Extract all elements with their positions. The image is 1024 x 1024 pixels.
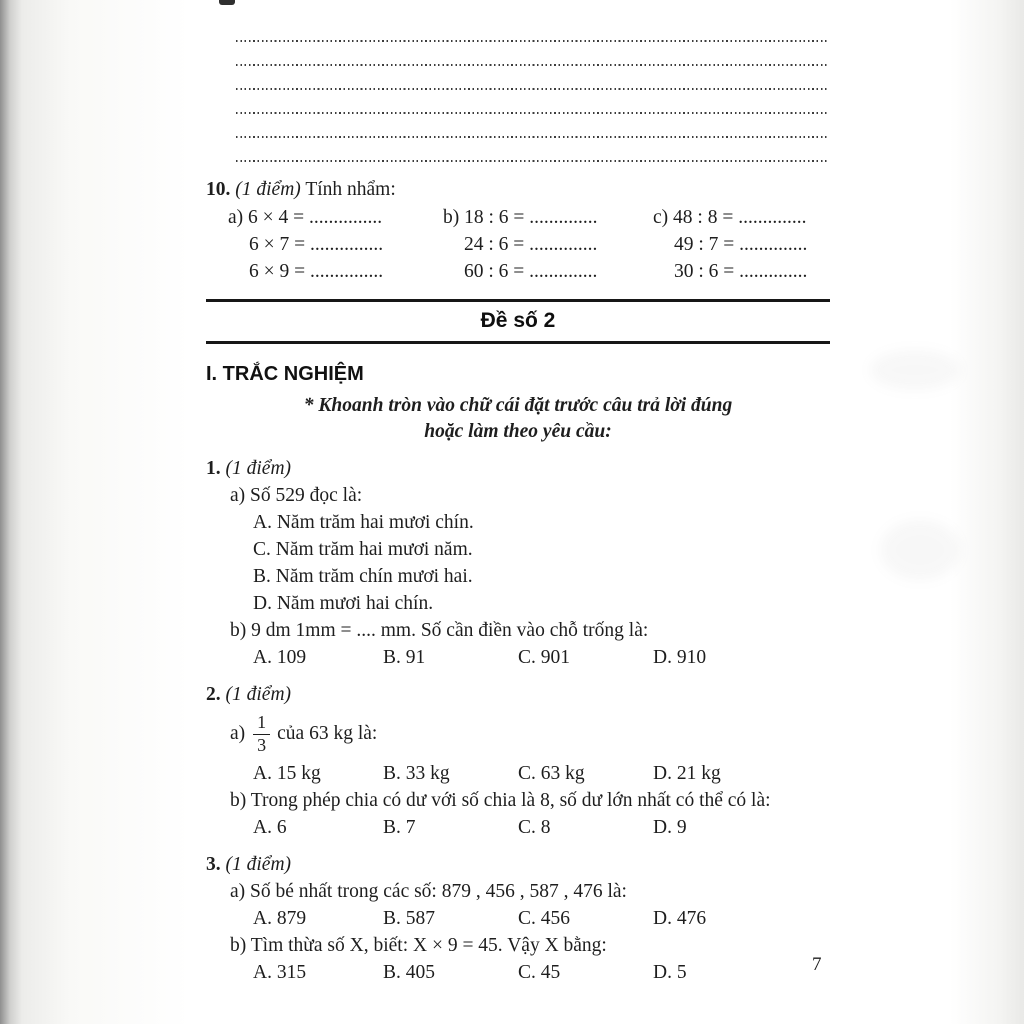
column-label: a) bbox=[228, 207, 244, 228]
question-points: (1 điểm) bbox=[235, 179, 301, 200]
option-a: A. 15 kg bbox=[253, 763, 321, 784]
question-2a-options bbox=[253, 760, 830, 787]
fraction-denominator: 3 bbox=[257, 734, 267, 755]
answer-dotted-line bbox=[236, 22, 830, 46]
math-exercise-line bbox=[653, 204, 830, 231]
exercise: 49 : 7 = .............. bbox=[674, 234, 808, 255]
question-number: 1. bbox=[206, 458, 221, 479]
option-c: C. Năm trăm hai mươi năm. bbox=[253, 539, 473, 560]
question-2-head bbox=[206, 681, 830, 708]
answer-lines-block bbox=[206, 22, 830, 166]
option-c: C. 456 bbox=[518, 908, 571, 929]
option-b: B. 33 kg bbox=[383, 763, 450, 784]
question-10-columns bbox=[206, 204, 830, 285]
q10-column-c bbox=[653, 204, 830, 285]
scan-bleed-smudge bbox=[880, 520, 960, 580]
math-exercise-line bbox=[443, 231, 653, 258]
answer-dotted-line bbox=[236, 118, 830, 142]
option-a: A. 315 bbox=[253, 962, 307, 983]
q10-column-a bbox=[228, 204, 443, 285]
scan-artifact-mark bbox=[219, 0, 235, 5]
option-c: C. 901 bbox=[518, 647, 571, 668]
question-number: 3. bbox=[206, 854, 221, 875]
option-b: B. 587 bbox=[383, 908, 436, 929]
question-number: 10. bbox=[206, 179, 231, 200]
column-label: c) bbox=[653, 207, 669, 228]
question-3b-options bbox=[253, 959, 830, 986]
math-exercise-line bbox=[653, 231, 830, 258]
question-1a-options bbox=[253, 509, 830, 617]
question-2b-text: b) Trong phép chia có dư với số chia là 8, số dư lớn nhất có thể có là: bbox=[230, 790, 771, 811]
question-title: Tính nhẩm: bbox=[305, 179, 396, 200]
question-points: (1 điểm) bbox=[225, 854, 292, 875]
math-exercise-line bbox=[228, 231, 443, 258]
question-1b-text: b) 9 dm 1mm = .... mm. Số cần điền vào chỗ trống là: bbox=[230, 620, 649, 641]
fraction-numerator: 1 bbox=[253, 713, 270, 735]
question-3-head bbox=[206, 851, 830, 878]
scan-bleed-smudge bbox=[870, 350, 960, 390]
answer-dotted-line bbox=[236, 142, 830, 166]
option-b: B. 91 bbox=[383, 647, 426, 668]
option-d: D. 9 bbox=[653, 817, 687, 838]
option-a: A. 879 bbox=[253, 908, 307, 929]
question-3a-options bbox=[253, 905, 830, 932]
option-c: C. 63 kg bbox=[518, 763, 585, 784]
exercise: 6 × 7 = ............... bbox=[249, 234, 384, 255]
question-number: 2. bbox=[206, 684, 221, 705]
exercise: 30 : 6 = .............. bbox=[674, 261, 808, 282]
section-heading: I. TRẮC NGHIỆM bbox=[206, 363, 364, 385]
answer-dotted-line bbox=[236, 46, 830, 70]
question-3a-text: a) Số bé nhất trong các số: 879 , 456 , 587 , 476 là: bbox=[230, 881, 627, 902]
exercise: 48 : 8 = .............. bbox=[673, 207, 807, 228]
math-exercise-line bbox=[443, 258, 653, 285]
fraction-one-third bbox=[253, 713, 270, 756]
question-2a-after-fraction: của 63 kg là: bbox=[277, 723, 378, 744]
math-exercise-line bbox=[443, 204, 653, 231]
option-a: A. 6 bbox=[253, 817, 287, 838]
question-points: (1 điểm) bbox=[225, 684, 292, 705]
page-number: 7 bbox=[812, 954, 822, 975]
option-b: B. 405 bbox=[383, 962, 436, 983]
q10-column-b bbox=[443, 204, 653, 285]
question-1-head bbox=[206, 455, 830, 482]
option-d: D. 21 kg bbox=[653, 763, 721, 784]
question-3b-text: b) Tìm thừa số X, biết: X × 9 = 45. Vậy X bằng: bbox=[230, 935, 607, 956]
option-b: B. Năm trăm chín mươi hai. bbox=[253, 566, 473, 587]
math-exercise-line bbox=[228, 258, 443, 285]
sub-label: a) bbox=[230, 723, 246, 744]
math-exercise-line bbox=[653, 258, 830, 285]
question-1b-options bbox=[253, 644, 830, 671]
exercise: 24 : 6 = .............. bbox=[464, 234, 598, 255]
option-d: D. Năm mươi hai chín. bbox=[253, 593, 434, 614]
answer-dotted-line bbox=[236, 94, 830, 118]
question-2b-options bbox=[253, 814, 830, 841]
option-a: A. Năm trăm hai mươi chín. bbox=[253, 512, 474, 533]
exercise: 6 × 4 = ............... bbox=[248, 207, 383, 228]
column-label: b) bbox=[443, 207, 460, 228]
question-10-head bbox=[206, 176, 830, 203]
workbook-page bbox=[206, 22, 830, 986]
question-1a-text: a) Số 529 đọc là: bbox=[230, 485, 363, 506]
option-d: D. 910 bbox=[653, 647, 707, 668]
option-c: C. 8 bbox=[518, 817, 551, 838]
option-a: A. 109 bbox=[253, 647, 307, 668]
exercise: 18 : 6 = .............. bbox=[464, 207, 598, 228]
math-exercise-line bbox=[228, 204, 443, 231]
exercise: 6 × 9 = ............... bbox=[249, 261, 384, 282]
exercise: 60 : 6 = .............. bbox=[464, 261, 598, 282]
option-b: B. 7 bbox=[383, 817, 416, 838]
divider-rule-bottom bbox=[206, 341, 830, 344]
instruction-line-2: hoặc làm theo yêu cầu: bbox=[424, 421, 612, 442]
instruction-line-1: * Khoanh tròn vào chữ cái đặt trước câu trả lời đúng bbox=[303, 395, 733, 416]
question-points: (1 điểm) bbox=[225, 458, 292, 479]
option-d: D. 476 bbox=[653, 908, 707, 929]
answer-dotted-line bbox=[236, 70, 830, 94]
test-title: Đề số 2 bbox=[480, 309, 556, 332]
option-d: D. 5 bbox=[653, 962, 687, 983]
option-c: C. 45 bbox=[518, 962, 561, 983]
question-2a-text bbox=[230, 708, 830, 760]
